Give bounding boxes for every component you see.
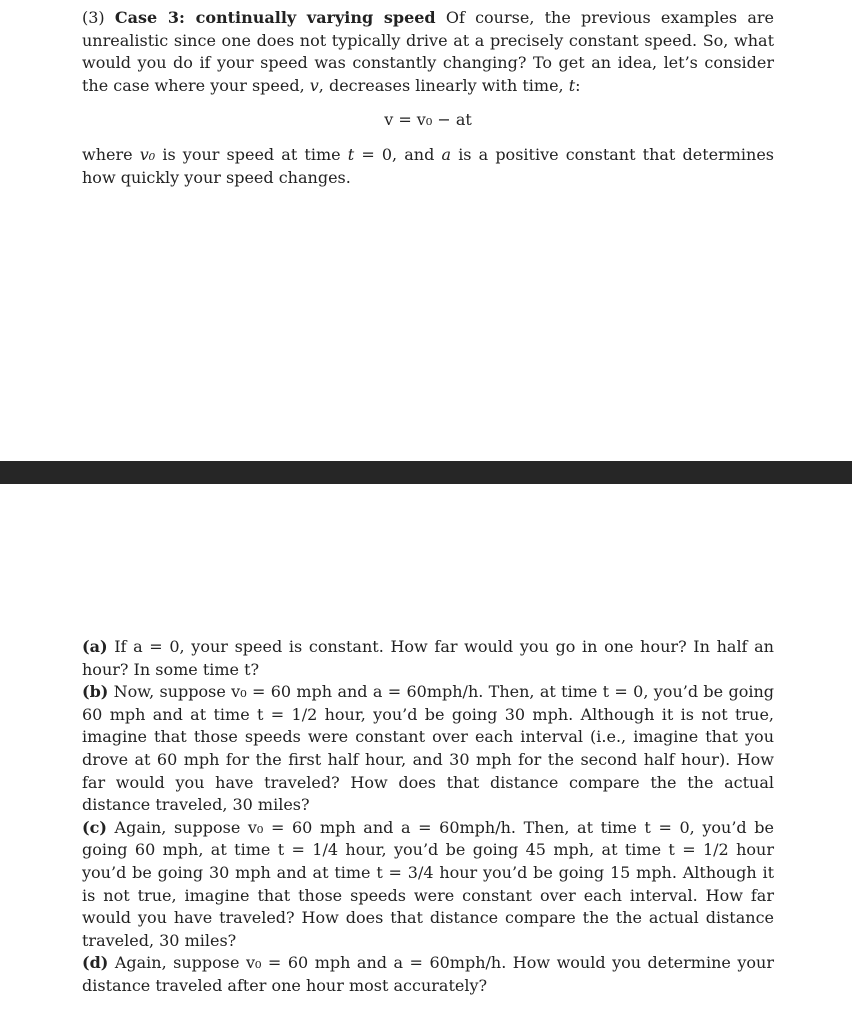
questions-list	[82, 636, 774, 998]
var-a: a	[441, 144, 452, 164]
intro-end: :	[575, 75, 581, 95]
def-text-3: = 0, and	[361, 144, 435, 164]
question-label: (c)	[82, 817, 107, 837]
var-v0: v₀	[139, 144, 156, 164]
question-c	[82, 817, 774, 953]
var-t: t	[568, 75, 576, 95]
page-divider-bar	[0, 461, 852, 484]
def-text-4: is a positive constant that determines how quickly your speed changes.	[82, 144, 775, 187]
velocity-equation: v = v₀ − at	[384, 110, 472, 130]
var-t-2: t	[347, 144, 355, 164]
question-text: Again, suppose v₀ = 60 mph and a = 60mph/h. Then, at time t = 0, you’d be going 60 mph, at time t = 1/4 hour, you’d be going 45 mph, at time t = 1/2 hour you’d be going 30 mph and at time t = 3/4 hour you’d be going 15 mph. Although it is not true, imagine that those speeds were constant over each interval. How far would you have traveled? How does that distance compare the the actual distance traveled, 30 miles?	[82, 817, 774, 950]
intro-paragraph	[82, 7, 774, 97]
section-number: (3)	[82, 8, 105, 27]
def-text-1: where	[82, 144, 133, 164]
var-v: v	[309, 75, 319, 95]
question-text: Again, suppose v₀ = 60 mph and a = 60mph/h. How would you determine your distance traveled after one hour most accurately?	[82, 953, 774, 995]
question-label: (a)	[82, 637, 108, 656]
section-case-3	[82, 7, 774, 189]
section-heading: Case 3: continually varying speed	[114, 8, 436, 27]
question-label: (b)	[82, 682, 109, 702]
question-d	[82, 952, 774, 997]
question-label: (d)	[82, 953, 109, 973]
question-text: If a = 0, your speed is constant. How far would you go in one hour? In half an hour? In some time t?	[82, 637, 774, 679]
question-text: Now, suppose v₀ = 60 mph and a = 60mph/h. Then, at time t = 0, you’d be going 60 mph and at time t = 1/2 hour, you’d be going 30 mph. Although it is not true, imagine that those speeds were constant over each interval (i.e., imagine that you drove at 60 mph for the first half hour, and 30 mph for the second half hour). How far would you have traveled? How does that distance compare the the actual distance traveled, 30 miles?	[82, 682, 774, 815]
definition-paragraph	[82, 144, 774, 189]
intro-text: Of course, the previous examples are unrealistic since one does not typically drive at a precisely constant speed. So, what would you do if your speed was constantly changing? To get an idea, let’s consider the case where your speed,	[82, 8, 775, 95]
def-text-2: is your speed at time	[162, 144, 341, 164]
question-a	[82, 636, 774, 681]
question-b	[82, 681, 774, 817]
intro-mid: , decreases linearly with time,	[318, 75, 564, 95]
